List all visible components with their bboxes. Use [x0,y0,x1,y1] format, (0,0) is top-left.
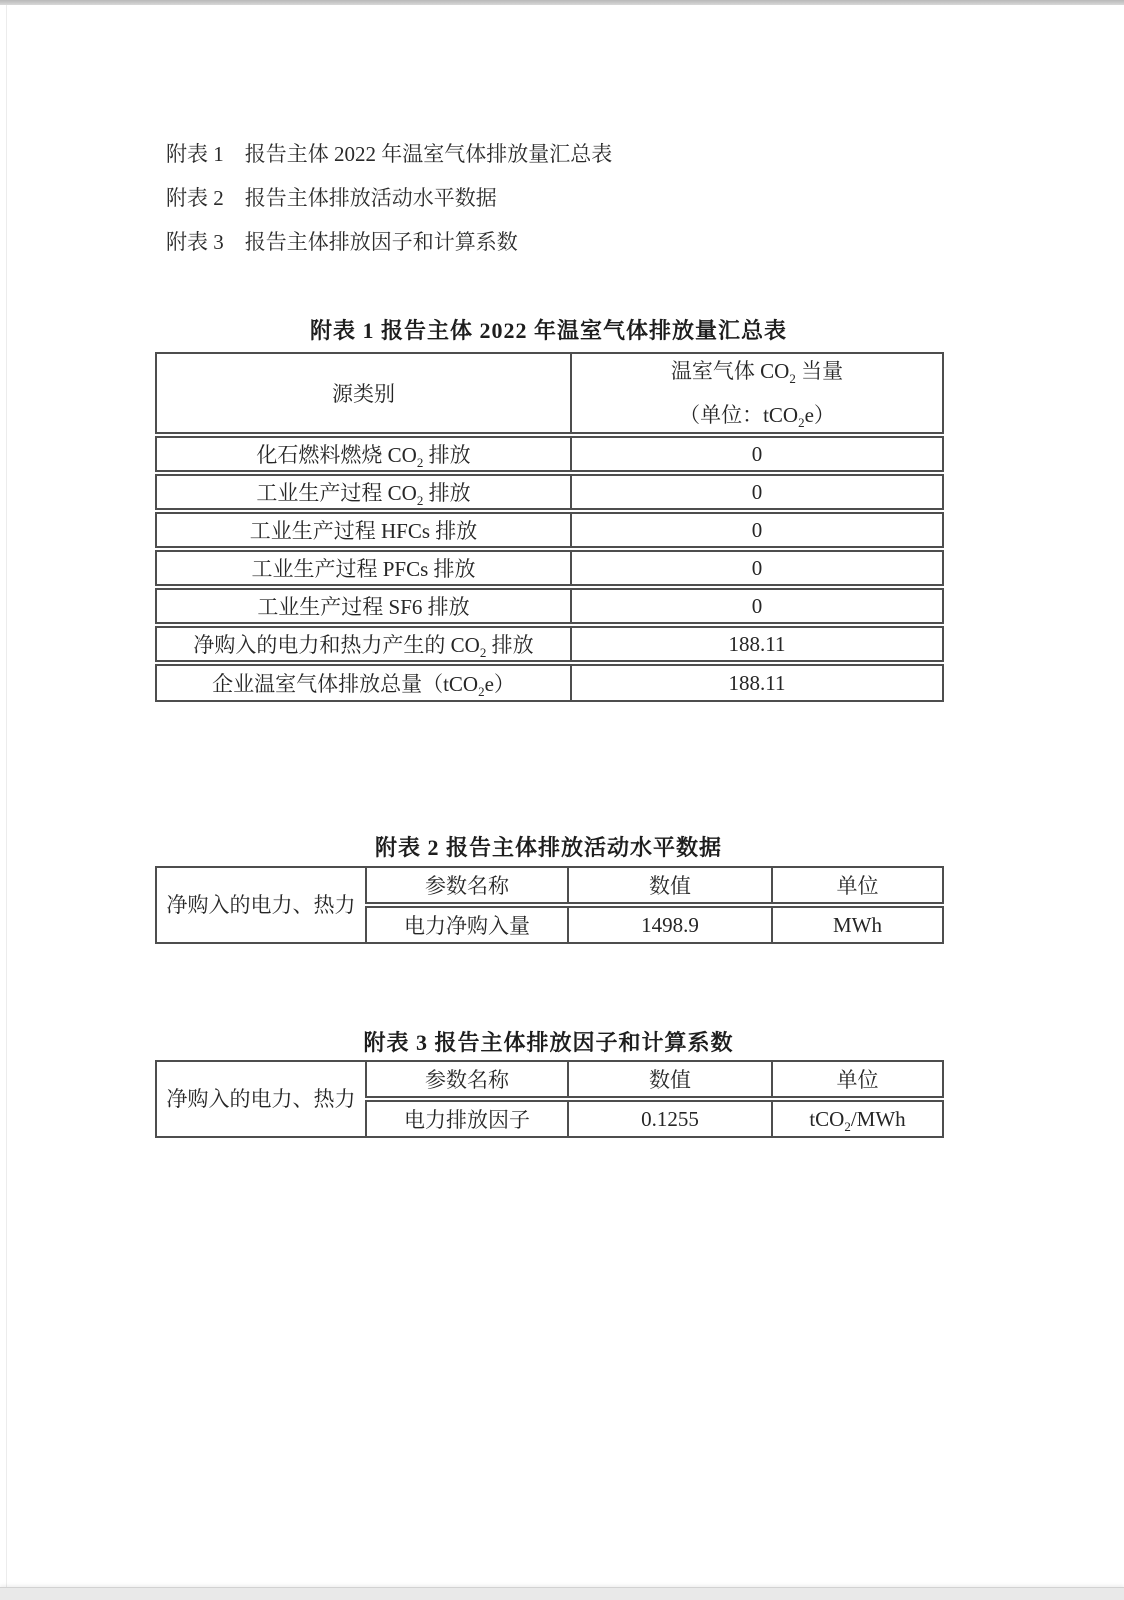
table3-category-net-purchased-electricity-heat: 净购入的电力、热力 [156,1061,366,1137]
table-row [156,625,943,663]
table-row [156,473,943,511]
table2-header-parameter-name: 参数名称 [366,867,568,905]
table-row [156,511,943,549]
scan-bottom-edge [0,1587,1124,1600]
table3-header-unit: 单位 [772,1061,943,1099]
table2-unit: MWh [772,905,943,943]
table-row [156,663,943,701]
table2-header-unit: 单位 [772,867,943,905]
scan-top-edge [0,0,1124,5]
row-label-industrial-hfcs: 工业生产过程 HFCs 排放 [156,511,571,549]
table3-header-row [156,1061,943,1099]
header-line-1: 温室气体 $CO_2$ 当量 [670,358,844,386]
scan-left-edge [6,5,7,1587]
row-value: 188.11 [571,663,943,701]
row-label-industrial-sf6: 工业生产过程 SF6 排放 [156,587,571,625]
table1-header-row [156,353,943,435]
table2-param-electricity-net-purchase: 电力净购入量 [366,905,568,943]
row-label-purchased-electricity-heat-co2: 净购入的电力和热力产生的 $CO_2$ 排放 [156,625,571,663]
table1-header-co2-equivalent [571,353,943,435]
table2-title: 附表 2 报告主体排放活动水平数据 [374,835,722,860]
row-label-industrial-co2: 工业生产过程 $CO_2$ 排放 [156,473,571,511]
table1-header-source-category: 源类别 [156,353,571,435]
table3-param-electricity-emission-factor: 电力排放因子 [366,1099,568,1137]
table2-category-net-purchased-electricity-heat: 净购入的电力、热力 [156,867,366,943]
row-value: 0 [571,435,943,473]
table2-value: 1498.9 [568,905,772,943]
row-value: 0 [571,587,943,625]
row-label-industrial-pfcs: 工业生产过程 PFCs 排放 [156,549,571,587]
table3-unit: tCO$_2$/MWh [772,1099,943,1137]
table1-title: 附表 1 报告主体 2022 年温室气体排放量汇总表 [309,318,787,343]
table2-header-value: 数值 [568,867,772,905]
header-line-2: （单位：tCO$_2$e） [679,402,835,430]
row-label-fossil-fuel-co2: 化石燃料燃烧 $CO_2$ 排放 [156,435,571,473]
table3-header-parameter-name: 参数名称 [366,1061,568,1099]
appendix-list-item-2: 附表 2 报告主体排放活动水平数据 [166,186,497,210]
row-value: 0 [571,511,943,549]
table-row [156,435,943,473]
table2-header-row [156,867,943,905]
table2-activity-level-data [155,866,944,944]
row-label-total-ghg-emissions: 企业温室气体排放总量（tCO$_2$e） [156,663,571,701]
table1-ghg-emissions-summary [155,352,944,702]
appendix-list [166,132,612,264]
table-row [156,549,943,587]
table3-header-value: 数值 [568,1061,772,1099]
table3-title: 附表 3 报告主体排放因子和计算系数 [363,1030,734,1055]
appendix-list-item-1: 附表 1 报告主体 2022 年温室气体排放量汇总表 [166,142,613,166]
row-value: 188.11 [571,625,943,663]
table3-emission-factors [155,1060,944,1138]
table-row [156,587,943,625]
appendix-list-item-3: 附表 3 报告主体排放因子和计算系数 [166,230,518,254]
table3-value: 0.1255 [568,1099,772,1137]
row-value: 0 [571,549,943,587]
row-value: 0 [571,473,943,511]
